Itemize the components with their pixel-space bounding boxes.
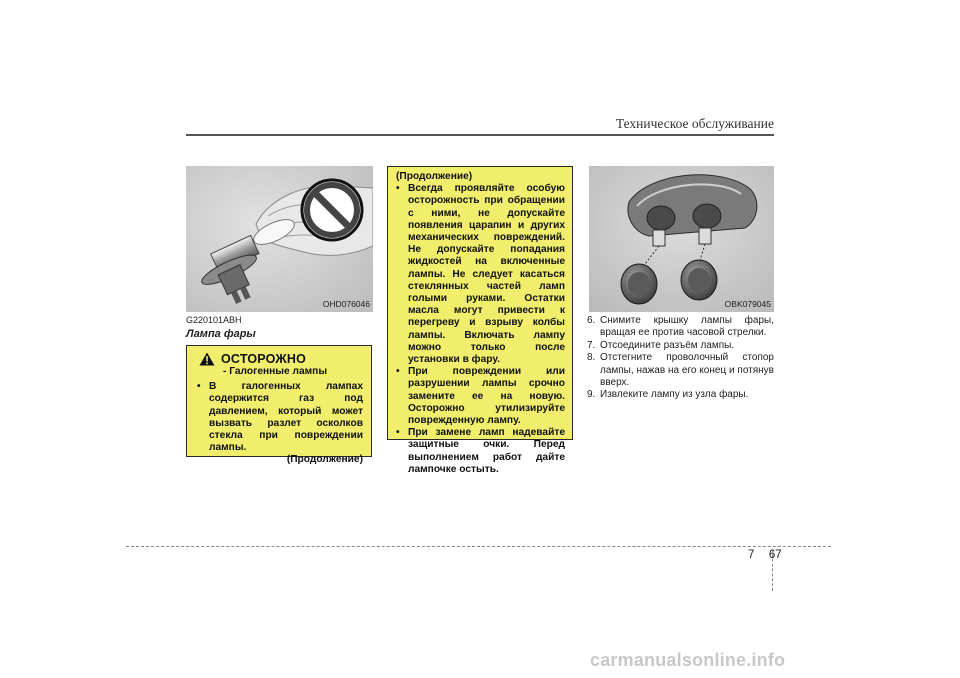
- watermark: carmanualsonline.info: [590, 650, 786, 670]
- page-number: [748, 549, 782, 561]
- figure-code: OHD076046: [322, 299, 370, 309]
- step-item: [587, 352, 774, 389]
- continued-label: (Продолжение): [396, 171, 473, 182]
- header-rule: [186, 134, 774, 136]
- warning-box-continued: [387, 166, 573, 475]
- figure-headlamp-assembly: [589, 166, 774, 312]
- warning-bullet-3: • При замене ламп надевайте защитные очки. Перед выполнением работ дайте лампочке остыть.: [394, 427, 565, 476]
- warning-subheading: - Галогенные лампы: [223, 366, 328, 377]
- step-text: Отсоедините разъём лампы.: [600, 339, 735, 351]
- warning-heading-row: [199, 352, 371, 366]
- step-number: 7.: [587, 339, 596, 351]
- figure-hand-bulb: [186, 166, 373, 312]
- warning-bullet: • В галогенных лампах содержится газ под давлением, который может вызвать разлет осколков стекла при повреждении лампы.: [195, 381, 363, 454]
- hand-bulb-illustration: [186, 166, 373, 312]
- continued-label: (Продолжение): [286, 454, 363, 466]
- step-number: 8.: [587, 352, 596, 364]
- step-number: 6.: [587, 315, 596, 326]
- step-item: [587, 389, 774, 401]
- warning-bullet-1: • Всегда проявляйте особую осторожность при обращении с ними, не допускайте появления царапин и других механических повреждений. Не допускайте попадания жидкостей на включенные лампы. Не следует касаться стеклянных частей ламп голыми руками. Остатки масла могут привести к перегреву и взрыву колбы лампы. Включать лампу можно только после установки в фару.: [394, 183, 565, 366]
- chapter-title: Техническое обслуживание: [615, 116, 774, 131]
- step-text: Извлеките лампу из узла фары.: [600, 389, 749, 401]
- warning-triangle-icon: [199, 352, 215, 366]
- warning-heading: ОСТОРОЖНО: [221, 351, 307, 366]
- headlamp-illustration: [589, 166, 774, 312]
- step-item: [587, 340, 774, 352]
- section-title: Лампа фары: [186, 328, 256, 340]
- warning-bullet-2: • При повреждении или разрушении лампы срочно замените ее на новую. Осторожно утилизируйте поврежденную лампу.: [394, 366, 565, 427]
- footer-rule: [126, 546, 831, 547]
- instruction-steps: [587, 315, 774, 402]
- step-text: Отстегните проволочный стопор лампы, нажав на его конец и потянув вверх.: [600, 352, 774, 389]
- step-number: 9.: [587, 389, 596, 401]
- warning-box-halogen: [186, 345, 372, 466]
- step-text: Снимите крышку лампы фары, вращая ее против часовой стрелки.: [600, 315, 774, 339]
- step-item: [587, 315, 774, 340]
- figure-code: OBK079045: [724, 299, 771, 309]
- no-touch-prohibited-icon: [302, 180, 362, 240]
- page-index: 67: [768, 549, 782, 561]
- chapter-number: 7: [748, 549, 755, 561]
- section-code: G220101ABH: [186, 315, 242, 325]
- page-separator: [772, 549, 773, 591]
